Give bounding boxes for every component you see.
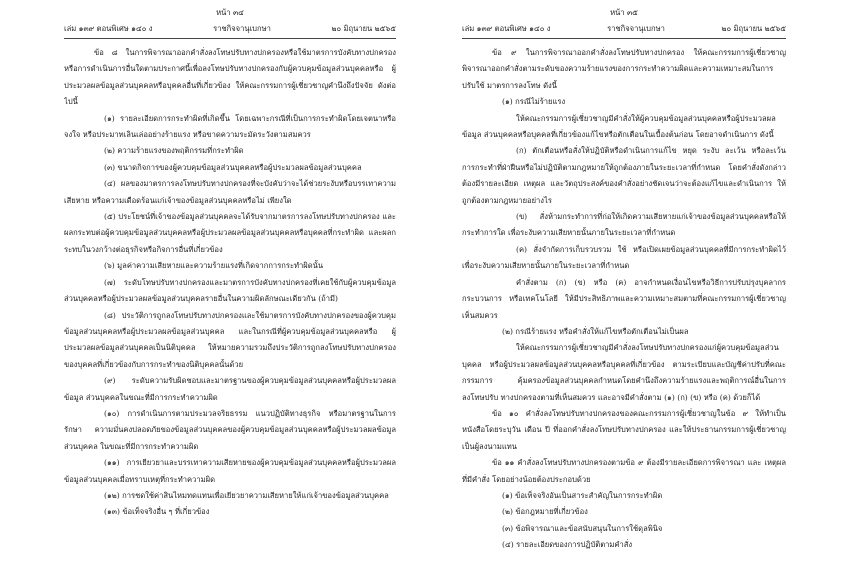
paragraph: ข้อ ๙ ในการพิจารณาออกคำสั่งลงโทษปรับทางปกครอง ให้คณะกรรมการผู้เชี่ยวชาญ พิจารณาออกคำสั่งตามระดับของความร้ายแรงของการกระทำความผิดและความเหมาะสมในการปรับใช้ มาตรการลงโทษ ดังนี้ xyxy=(462,48,786,90)
paragraph: คำสั่งตาม (ก) (ข) หรือ (ค) อาจกำหนดเงื่อนไขหรือวิธีการปรับปรุงบุคลากร กระบวนการ หรือเทคโนโลยี ให้มีประสิทธิภาพและความเหมาะสมตามที่คณะกรรมการผู้เชี่ยวชาญ เห็นสมควร xyxy=(462,277,786,320)
paragraph: ให้คณะกรรมการผู้เชี่ยวชาญมีคำสั่งลงโทษปรับทางปกครองแก่ผู้ควบคุมข้อมูลส่วนบุคคล หรือผู้ประมวลผลข้อมูลส่วนบุคคลหรือบุคคลที่เกี่ยวข้อง ตามระเบียบและบัญชีค่าปรับที่คณะกรรมการ คุ้มครองข้อมูลส่วนบุคคลกำหนดโดยคำนึงถึงความร้ายแรงและพฤติการณ์อื่นในการลงโทษปรับ ทางปกครองตามที่เห็นสมควร และอาจมีคำสั่งตาม (๑) (ก) (ข) หรือ (ค) ด้วยก็ได้ xyxy=(462,343,786,402)
page-number: หน้า ๓๔ xyxy=(216,8,244,17)
paragraph: (๑๐) การดำเนินการตามประมวลจริยธรรม แนวปฏิบัติทางธุรกิจ หรือมาตรฐานในการรักษา ความมั่นคงปลอดภัยของข้อมูลส่วนบุคคลของผู้ควบคุมข้อมูลส่วนบุคคลหรือผู้ประมวลผลข้อมูลส่วนบุคคล ในขณะที่มีการกระทำความผิด xyxy=(64,408,396,451)
page-number: หน้า ๓๕ xyxy=(610,8,638,17)
header-date: ๒๐ มิถุนายน ๒๕๖๕ xyxy=(721,24,786,33)
header-publication: ราชกิจจานุเบกษา xyxy=(607,24,665,33)
header-publication: ราชกิจจานุเบกษา xyxy=(213,24,271,33)
paragraph: (๒) กรณีร้ายแรง หรือคำสั่งให้แก้ไขหรือตักเตือนไม่เป็นผล xyxy=(502,326,689,336)
paragraph: (ข) สั่งห้ามกระทำการที่ก่อให้เกิดความเสียหายแก่เจ้าของข้อมูลส่วนบุคคลหรือให้กระทำการใด เพื่อระงับความเสียหายนั้นภายในระยะเวลาที่กำหนด xyxy=(462,212,786,238)
paragraph: (๑๑) การเยียวยาและบรรเทาความเสียหายของผู้ควบคุมข้อมูลส่วนบุคคลหรือผู้ประมวลผล ข้อมูลส่วนบุคคลเมื่อทราบเหตุที่กระทำความผิด xyxy=(64,458,396,484)
paragraph: (๑) ข้อเท็จจริงอันเป็นสาระสำคัญในการกระทำผิด xyxy=(502,490,663,500)
paragraph: ให้คณะกรรมการผู้เชี่ยวชาญมีคำสั่งให้ผู้ควบคุมข้อมูลส่วนบุคคลหรือผู้ประมวลผลข้อมูล ส่วนบุคคลหรือบุคคลที่เกี่ยวข้องแก้ไขหรือตักเตือนในเบื้องต้นก่อน โดยอาจดำเนินการ ดังนี้ xyxy=(462,113,776,140)
paragraph: (๑) กรณีไม่ร้ายแรง xyxy=(502,97,566,107)
right-page xyxy=(462,0,786,565)
paragraph: ข้อ ๑๐ คำสั่งลงโทษปรับทางปกครองของคณะกรรมการผู้เชี่ยวชาญในข้อ ๙ ให้ทำเป็น หนังสือโดยระบุวัน เดือน ปี ที่ออกคำสั่งลงโทษปรับทางปกครอง และให้ประธานกรรมการผู้เชี่ยวชาญ เป็นผู้ลงนามแทน xyxy=(462,408,786,451)
page-header xyxy=(64,20,396,39)
page-body xyxy=(64,39,396,521)
paragraph: (ก) ตักเตือนหรือสั่งให้ปฏิบัติหรือดำเนินการแก้ไข หยุด ระงับ ละเว้น หรือละเว้น การกระทำที่ฝ่าฝืนหรือไม่ปฏิบัติตามกฎหมายให้ถูกต้องภายในระยะเวลาที่กำหนด โดยคำสั่งดังกล่าว ต้องมีรายละเอียด เหตุผล และวัตถุประสงค์ของคำสั่งอย่างชัดเจนว่าจะต้องแก้ไขและดำเนินการ ให้ถูกต้องตามกฎหมายอย่างไร xyxy=(462,146,786,205)
paragraph: (๔) ผลของมาตรการลงโทษปรับทางปกครองที่จะบังคับว่าจะได้ช่วยระงับหรือบรรเทาความเสียหาย หรือความเดือดร้อนแก่เจ้าของข้อมูลส่วนบุคคลหรือไม่ เพียงใด xyxy=(64,179,396,205)
paragraph: (๗) ระดับโทษปรับทางปกครองและมาตรการบังคับทางปกครองที่เคยใช้กับผู้ควบคุมข้อมูล ส่วนบุคคลหรือผู้ประมวลผลข้อมูลส่วนบุคคลรายอื่นในความผิดลักษณะเดียวกัน (ถ้ามี) xyxy=(64,277,396,304)
paragraph: (๑๒) การชดใช้ค่าสินไหมทดแทนเพื่อเยียวยาความเสียหายให้แก่เจ้าของข้อมูลส่วนบุคคล xyxy=(104,490,389,500)
paragraph: (๖) มูลค่าความเสียหายและความร้ายแรงที่เกิดจากการกระทำผิดนั้น xyxy=(104,261,324,271)
paragraph: (๒) ความร้ายแรงของพฤติกรรมที่กระทำผิด xyxy=(104,146,244,156)
left-page xyxy=(64,0,396,565)
paragraph: ข้อ ๑๑ คำสั่งลงโทษปรับทางปกครองตามข้อ ๙ ต้องมีรายละเอียดการพิจารณา และ เหตุผลที่มีคำสั่ง โดยอย่างน้อยต้องประกอบด้วย xyxy=(462,458,786,484)
page-header xyxy=(462,20,786,39)
paragraph: (ค) สั่งจำกัดการเก็บรวบรวม ใช้ หรือเปิดเผยข้อมูลส่วนบุคคลที่มีการกระทำผิดไว้ เพื่อระงับความเสียหายนั้นภายในระยะเวลาที่กำหนด xyxy=(462,244,786,271)
paragraph: (๔) รายละเอียดของการปฏิบัติตามคำสั่ง xyxy=(502,540,633,550)
paragraph: (๒) ข้อกฎหมายที่เกี่ยวข้อง xyxy=(502,507,588,517)
paragraph: ข้อ ๘ ในการพิจารณาออกคำสั่งลงโทษปรับทางปกครองหรือใช้มาตรการบังคับทางปกครอง หรือการดำเนินการอื่นใดตามประกาศนี้เพื่อลงโทษปรับทางปกครองกับผู้ควบคุมข้อมูลส่วนบุคคลหรือ ผู้ประมวลผลข้อมูลส่วนบุคคลหรือบุคคลอื่นที่เกี่ยวข้อง ให้คณะกรรมการผู้เชี่ยวชาญคำนึงถึงปัจจัย ดังต่อไปนี้ xyxy=(64,48,396,107)
paragraph: (๓) ขนาดกิจการของผู้ควบคุมข้อมูลส่วนบุคคลหรือผู้ประมวลผลข้อมูลส่วนบุคคล xyxy=(104,162,362,172)
paragraph: (๙) ระดับความรับผิดชอบและมาตรฐานของผู้ควบคุมข้อมูลส่วนบุคคลหรือผู้ประมวลผลข้อมูล ส่วนบุคคลในขณะที่มีการกระทำความผิด xyxy=(64,376,396,402)
page-body xyxy=(462,39,786,554)
paragraph: (๑) รายละเอียดการกระทำผิดที่เกิดขึ้น โดยเฉพาะกรณีที่เป็นการกระทำผิดโดยเจตนาหรือจงใจ หรือประมาทเลินเล่ออย่างร้ายแรง หรือขาดความระมัดระวังตามสมควร xyxy=(64,113,396,140)
header-date: ๒๐ มิถุนายน ๒๕๖๕ xyxy=(331,24,396,33)
paragraph: (๘) ประวัติการถูกลงโทษปรับทางปกครองและใช้มาตรการบังคับทางปกครองของผู้ควบคุม ข้อมูลส่วนบุคคลหรือผู้ประมวลผลข้อมูลส่วนบุคคล และในกรณีที่ผู้ควบคุมข้อมูลส่วนบุคคลหรือ ผู้ประมวลผลข้อมูลส่วนบุคคลเป็นนิติบุคคล ให้หมายความรวมถึงประวัติการถูกลงโทษปรับทางปกครอง ของบุคคลที่เกี่ยวข้องกับการกระทำของนิติบุคคลนั้นด้วย xyxy=(64,310,396,369)
paragraph: (๑๓) ข้อเท็จจริงอื่น ๆ ที่เกี่ยวข้อง xyxy=(104,507,210,517)
header-volume: เล่ม ๑๓๙ ตอนพิเศษ ๑๔๐ ง xyxy=(64,24,153,33)
header-volume: เล่ม ๑๓๙ ตอนพิเศษ ๑๔๐ ง xyxy=(462,24,551,33)
paragraph: (๕) ประโยชน์ที่เจ้าของข้อมูลส่วนบุคคลจะได้รับจากมาตรการลงโทษปรับทางปกครอง และผลกระทบต่อผู้ควบคุมข้อมูลส่วนบุคคลหรือผู้ประมวลผลข้อมูลส่วนบุคคลหรือบุคคลที่กระทำผิด และผลกระทบในวงกว้างต่อธุรกิจหรือกิจการอื่นที่เกี่ยวข้อง xyxy=(64,212,396,254)
paragraph: (๓) ข้อพิจารณาและข้อสนับสนุนในการใช้ดุลพินิจ xyxy=(502,523,663,533)
